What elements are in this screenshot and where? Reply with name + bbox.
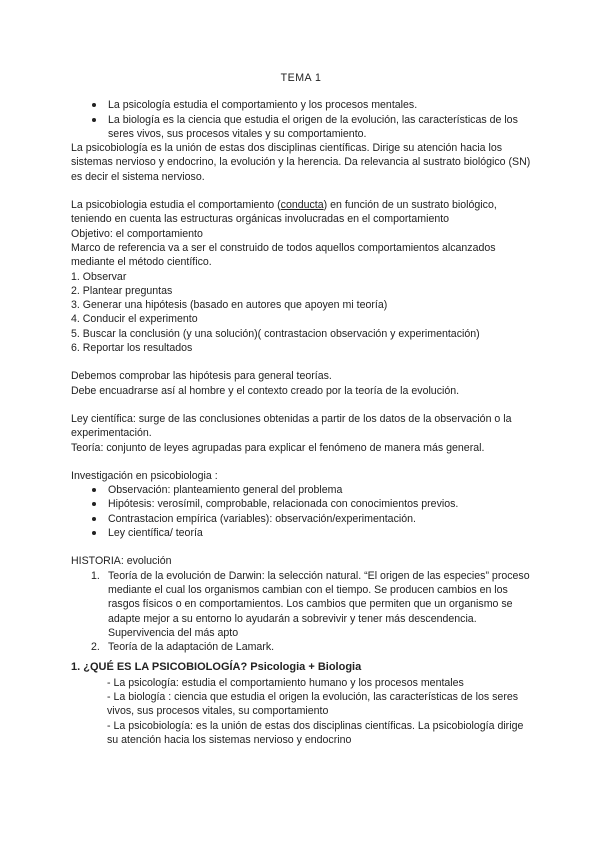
list-item-text: Teoría de la evolución de Darwin: la selección natural. “El origen de las especies” proceso mediante el cual los organismos cambian con el tiempo. Se producen cambios en los rasgos físicos o en comportamientos. Los cambios que permiten que un organismo se adapte mejor a su entorno lo ayudarán a sobrevivir y tener más descendencia. Supervivencia del más apto [108, 569, 530, 639]
intro-bullet-list [71, 98, 531, 141]
paragraph-psicobiologia-estudia [71, 198, 531, 227]
list-item-text: Teoría de la adaptación de Lamark. [108, 641, 275, 654]
paragraph-marco: Marco de referencia va a ser el construido de todos aquellos comportamientos alcanzados mediante el método científico. [71, 241, 496, 269]
list-item: Hipótesis: verosímil, comprobable, relacionada con conocimientos previos. [71, 497, 531, 511]
spacer [71, 540, 531, 554]
list-item: Ley científica/ teoría [71, 526, 531, 540]
list-item: 6. Reportar los resultados [71, 342, 193, 355]
spacer [71, 355, 531, 369]
section-heading: 1. ¿QUÉ ES LA PSICOBIOLOGÍA? Psicologia + Biologia [71, 661, 362, 674]
list-item: 3. Generar una hipótesis (basado en autores que apoyen mi teoría) [71, 299, 388, 312]
paragraph-psicobiologia-union: La psicobiología es la unión de estas dos disciplinas científicas. Dirige su atención hacia los sistemas nervioso y endocrino, la evolución y la herencia. Da relevancia al sustrato biológico (SN) es decir el sistema nervioso. [71, 142, 531, 183]
text-span: ) en función de un sustrato biológico, teniendo en cuenta las estructuras orgánicas involucradas en el comportamiento [71, 199, 497, 226]
spacer [71, 398, 531, 412]
paragraph-debemos: Debemos comprobar las hipótesis para general teorías. [71, 370, 332, 383]
list-item: Observación: planteamiento general del problema [71, 483, 531, 497]
investigacion-bullet-list [71, 483, 531, 540]
list-item: - La psicobiología: es la unión de estas dos disciplinas científicas. La psicobiología dirige su atención hacia los sistemas nervioso y endocrino [107, 719, 524, 746]
list-number: 1. [91, 569, 100, 582]
document-body [71, 71, 531, 747]
list-item: La psicología estudia el comportamiento y los procesos mentales. [71, 98, 531, 112]
text-span: La psicobiologia estudia el comportamiento ( [71, 199, 281, 212]
historia-numbered-list [71, 569, 531, 655]
list-item: 1. Observar [71, 270, 127, 283]
list-item: - La psicología: estudia el comportamiento humano y los procesos mentales [107, 676, 464, 689]
list-item: - La biología : ciencia que estudia el origen la evolución, las características de los seres vivos, sus procesos vitales, su comportamiento [107, 690, 519, 718]
list-number: 2. [91, 641, 100, 654]
underlined-term: conducta [280, 199, 324, 212]
spacer [71, 184, 531, 198]
historia-heading: HISTORIA: evolución [71, 555, 172, 568]
section-definitions [71, 676, 531, 747]
paragraph-objetivo: Objetivo: el comportamiento [71, 227, 203, 240]
list-item: 2. Plantear preguntas [71, 284, 173, 297]
list-item: 5. Buscar la conclusión (y una solución)( contrastacion observación y experimentación) [71, 327, 480, 340]
paragraph-ley: Ley científica: surge de las conclusiones obtenidas a partir de los datos de la observación o la experimentación. [71, 412, 512, 440]
list-item [71, 640, 531, 654]
paragraph-debe: Debe encuadrarse así al hombre y el contexto creado por la teoría de la evolución. [71, 384, 460, 397]
investigacion-heading: Investigación en psicobiologia : [71, 469, 218, 482]
paragraph-teoria: Teoría: conjunto de leyes agrupadas para explicar el fenómeno de manera más general. [71, 441, 485, 454]
list-item [71, 569, 531, 640]
spacer [71, 455, 531, 469]
page-title: TEMA 1 [280, 72, 322, 84]
list-item: Contrastacion empírica (variables): observación/experimentación. [71, 512, 531, 526]
method-steps [71, 270, 531, 356]
list-item: 4. Conducir el experimento [71, 313, 198, 326]
list-item: La biología es la ciencia que estudia el origen de la evolución, las características de los seres vivos, sus procesos vitales y su comportamiento. [71, 113, 531, 142]
